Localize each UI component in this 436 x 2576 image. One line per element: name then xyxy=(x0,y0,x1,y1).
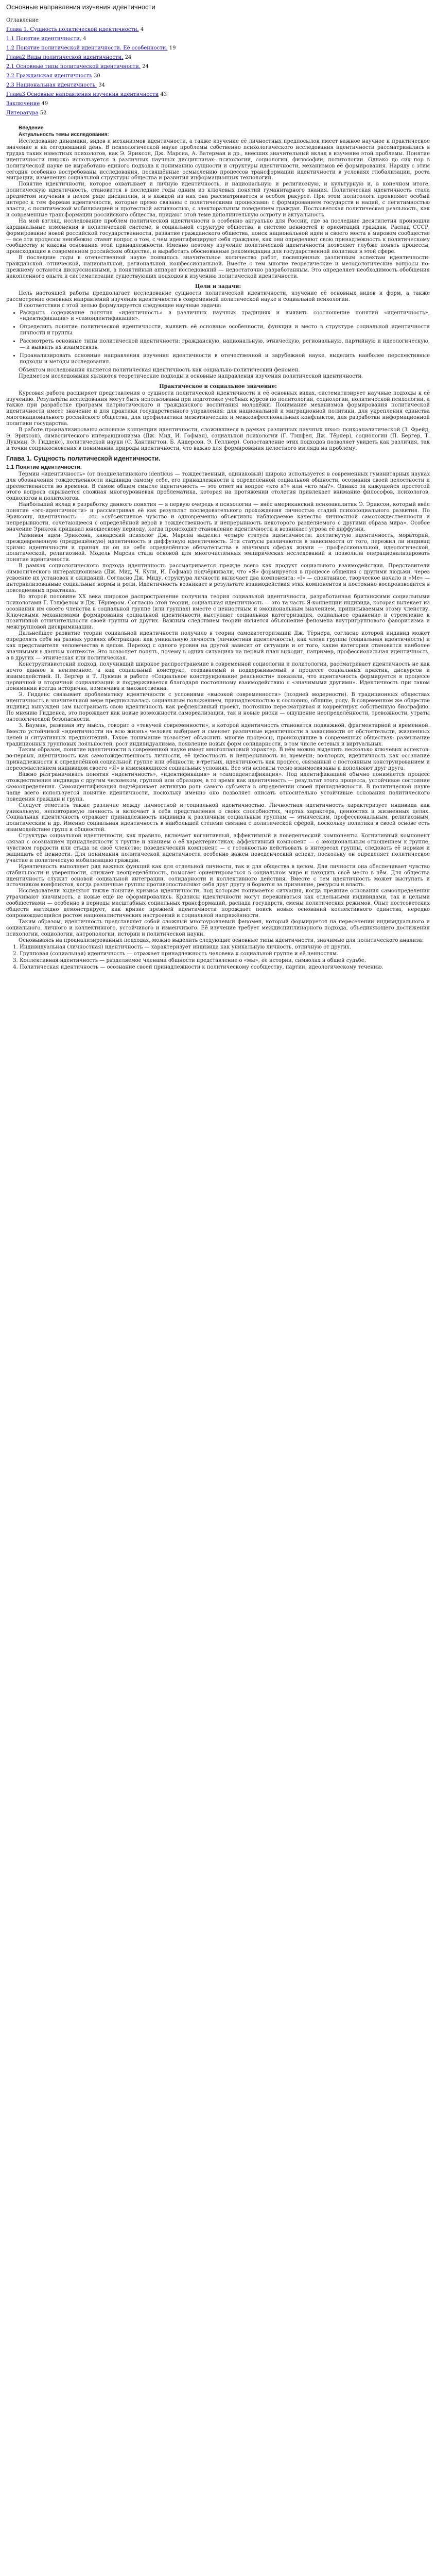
tasks-intro: В соответствии с этой целью формулируется следующие научные задачи: xyxy=(19,302,222,309)
body-paragraph: Важно разграничивать понятия «идентичность», «идентификация» и «самоидентификация». Под идентификацией обычно понимается процесс отождествления индивида с другим человеком, группой или образцом, в то время как идентичность — результат этого процесса, устойчивое состояние самоопределения. Самоидентификация подчёркивает активную роль самого субъекта в определении своей принадлежности. В политической науке чаще всего используется понятие идентичности, поскольку именно оно позволяет описать относительно устойчивые основания политического поведения граждан и групп. xyxy=(6,772,430,802)
body-paragraph: В последние годы в отечественной науке появилось значительное количество работ, посвящённых различным аспектам идентичности: гражданской, этнической, национальной, региональной, конфессиональной. Вместе с тем многие теоретические и методологические вопросы по-прежнему остаются дискуссионными, а понятийный аппарат исследований — недостаточно разработанным. Это определяет необходимость обобщения накопленного опыта и систематизации существующих подходов к изучению политической идентичности. xyxy=(6,255,430,279)
body-paragraph: На мой взгляд, исследование проблем политической идентичности в особенно актуально для России, где за последние десятилетия произошли кардинальные изменения в политической системе, в социальной структуре общества, в системе ценностей и ориентаций граждан. Распад СССР, формирование новой российской государственности, развитие гражданского общества, поиск национальной идеи и своего места в мировом сообществе — все эти процессы неизбежно ставят вопрос о том, с чем идентифицируют себя граждане, как они определяют свою принадлежность к политическому сообществу и каковы основания этой принадлежности. Именно поэтому изучение политической идентичности позволяет глубже понять процессы, происходящие в современном российском обществе, и выработать обоснованные рекомендации для государственной политики в этой сфере. xyxy=(6,218,430,255)
toc-item xyxy=(6,109,430,118)
intro-heading: Введение xyxy=(19,125,44,131)
type-item: 1. Индивидуальная (личностная) идентичность — характеризует индивида как уникальную личность, отличную от других. xyxy=(20,944,430,951)
type-item: 3. Коллективная идентичность — разделяемое членами общности представление о «мы», её истории, символах и общей судьбе. xyxy=(20,958,430,964)
type-item: 2. Групповая (социальная) идентичность — отражает принадлежность человека к социальной группе и её ценностям. xyxy=(20,951,430,957)
toc-page-number: 19 xyxy=(169,45,176,51)
toc-link[interactable]: Глава2 Виды политической идентичности. xyxy=(6,55,124,60)
toc-item xyxy=(6,25,430,35)
toc-link[interactable]: Глава3 Основные направления изучения идентичности xyxy=(6,92,159,97)
toc-item xyxy=(6,35,430,44)
body-paragraph: Э. Гидденс связывает проблематику идентичности с условиями «высокой современности» (поздней модерности). В традиционных обществах идентичность в значительной мере предписывалась социальным положением, принадлежностью к сословию, общине, роду. В современном же обществе индивид вынужден сам выстраивать свою идентичность как рефлексивный проект, постоянно пересматривая и корректируя собственную биографию. По мнению Гидденса, это порождает как новые возможности самореализации, так и новые риски — ощущение неопределённости, тревожности, утраты онтологической безопасности. xyxy=(6,692,430,722)
page-title: Основные направления изучения идентичности xyxy=(6,3,155,11)
body-paragraph: Развивая идеи Эриксона, канадский психолог Дж. Марсиа выделил четыре статуса идентичности: достигнутую идентичность, мораторий, преждевременную (предрешённую) идентичность и диффузную идентичность. Эти статусы различаются в зависимости от того, пережил ли индивид кризис идентичности и принял ли он на себя определённые обязательства в значимых сферах жизни — профессиональной, идеологической, политической, религиозной. Модель Марсиа стала основой для многочисленных эмпирических исследований и позволила операционализировать понятие идентичности. xyxy=(6,532,430,563)
toc-item xyxy=(6,53,430,62)
types-list xyxy=(6,944,430,971)
toc-list xyxy=(6,25,430,118)
goals-paragraph: Цель настоящей работы предполагает исследование сущности политической идентичности, изучение её основных видов и форм, а также рассмотрение основных направлений изучения идентичности в современной политической науке и социальной психологии. xyxy=(6,290,430,302)
goals-heading: Цели и задачи: xyxy=(195,283,241,290)
toc-item xyxy=(6,90,430,99)
section-1-1-title: 1.1 Понятие идентичности. xyxy=(6,464,82,470)
body-paragraph: З. Бауман, развивая эту мысль, говорит о «текучей современности», в которой идентичность становится подвижной, фрагментарной и временной. Вместо устойчивой «идентичности на всю жизнь» человек выбирает и сменяет различные идентичности в зависимости от обстоятельств, жизненных целей и ситуативных предпочтений. Такое понимание позволяет объяснить многие процессы, происходящие в современных обществах: размывание традиционных групповых лояльностей, рост индивидуализма, появление новых форм солидарности, в том числе сетевых и виртуальных. xyxy=(6,722,430,747)
toc-link[interactable]: Глава 1. Сущность политической идентичности. xyxy=(6,27,139,32)
body-paragraph: Таким образом, понятие идентичности в современной науке имеет многоплановый характер. В нём можно выделить несколько ключевых аспектов: во-первых, идентичность как самотождественность личности, её целостность и непрерывность во времени; во-вторых, идентичность как осознание принадлежности к определённой социальной группе или общности; в-третьих, идентичность как процесс, связанный с постоянным конструированием и переосмыслением индивидом своего «Я» в изменяющихся социальных условиях. Все эти аспекты тесно взаимосвязаны и дополняют друг друга. xyxy=(6,747,430,772)
task-item: • Определить понятие политической идентичности, выявить её основные особенности, функции и место в структуре социальной идентичности личности и группы. xyxy=(20,324,430,336)
toc-item xyxy=(6,62,430,72)
tasks-list xyxy=(6,310,430,365)
body-paragraph: Понятие идентичности, которое охватывает и личную идентичность, и национальную и религиозную, и культурную и, в конечном итоге, политическую идентичность, становится в последние годы одним из ключевых понятий гуманитарного знания. Политическая идентичность стала предметом изучения в целом ряде дисциплин, и в каждой из них она рассматривается в особом ракурсе. При этом политологи проявляют особый интерес к тем формам идентичности, которые прямо связаны с политическими процессами: с формированием государств и наций, с легитимностью власти, с политической мобилизацией и протестной активностью, с электоральным поведением граждан. Постсоветская политическая реальность, как и современные трансформации российского общества, придают этой теме дополнительную остроту и актуальность. xyxy=(6,181,430,218)
toc-link[interactable]: 1.2 Понятие политической идентичности. Её особенности. xyxy=(6,45,168,51)
object-paragraph: Объектом исследования является политическая идентичность как социально-политический феномен. xyxy=(19,367,300,373)
toc-page-number: 49 xyxy=(41,101,48,107)
body-paragraph: Исследователи выделяют также понятие кризиса идентичности, под которым понимается ситуация, когда прежние основания самоопределения утрачивают значимость, а новые ещё не сформировались. Кризисы идентичности могут переживаться как отдельными индивидами, так и целыми сообществами — особенно в периоды масштабных социальных трансформаций, распада государств, смены политических режимов. Опыт постсоветских обществ наглядно демонстрирует, как кризис прежней идентичности порождает поиск новых оснований коллективного единства, нередко сопровождающийся ростом националистических настроений и социальной напряжённости. xyxy=(6,888,430,919)
body-paragraph: В работе проанализированы основные концепции идентичности, сложившиеся в рамках различных научных школ: психоаналитической (З. Фрейд, Э. Эриксон), символического интеракционизма (Дж. Мид, И. Гофман), социальной психологии (Г. Тэшфел, Дж. Тёрнер), социологии (П. Бергер, Т. Лукман, Э. Гидденс), политической науки (С. Хантингтон, Б. Андерсон, Э. Геллнер). Сопоставление этих подходов позволяет увидеть как различия, так и точки соприкосновения в понимании природы идентичности, что важно для формирования целостного взгляда на проблему. xyxy=(6,427,430,451)
toc-page-number: 4 xyxy=(140,27,144,32)
table-of-contents xyxy=(6,16,430,118)
significance-heading: Практическое и социальное значение: xyxy=(159,383,277,389)
body-paragraph: Термин «идентичность» (от позднелатинского identicus — тождественный, одинаковый) широко используется в современных гуманитарных науках для обозначения тождественности индивида самому себе, его принадлежности к определённой социальной общности, осознания своей целостности и преемственности во времени. В самом общем смысле идентичность — это ответ на вопрос «кто я?» или «кто мы?». Однако за кажущейся простотой этого вопроса скрывается сложная многоуровневая проблематика, которая на протяжении столетия привлекает внимание философов, психологов, социологов и политологов. xyxy=(6,471,430,502)
body-paragraph: Курсовая работа расширяет представления о сущности политической идентичности и её основных видах, систематизирует научные подходы к её изучению. Результаты исследования могут быть использованы при подготовке учебных курсов по политологии, социологии, политической психологии, а также при разработке программ патриотического и гражданского воспитания молодёжи. Понимание механизмов формирования политической идентичности имеет значение и для практики государственного управления: для национальной и миграционной политики, для укрепления единства многонационального российского общества, для профилактики межэтнических и межконфессиональных конфликтов, для разработки информационной политики государства. xyxy=(6,390,430,427)
toc-item xyxy=(6,72,430,81)
actuality-heading: Актуальность темы исследования: xyxy=(19,132,109,138)
significance-body xyxy=(6,391,430,452)
body-paragraph: Дальнейшее развитие теории социальной идентичности получило в теории самокатегоризации Дж. Тёрнера, согласно которой индивид может определять себя на разных уровнях абстракции: как уникальную личность (личностная идентичность), как члена группы (социальная идентичность) и как представителя человечества в целом. Переход с одного уровня на другой зависит от ситуации и от того, какие категории становятся наиболее значимыми в данном контексте. Это позволяет понять, почему в одних ситуациях на первый план выходит, например, профессиональная идентичность, а в других — этническая или политическая. xyxy=(6,631,430,661)
toc-item xyxy=(6,44,430,53)
subject-paragraph: Предметом исследования являются теоретические подходы и основные направления изучения политической идентичности. xyxy=(19,373,363,379)
toc-link[interactable]: 2.3 Национальная идентичность. xyxy=(6,82,97,88)
body-paragraph: Исследование динамики, видов и механизмов идентичности, а также изучение её личностных предпосылок имеет важное научное и практическое значение и на сегодняшний день. В психологической науке проблемы собственно психологического исследования идентичности рассматривались в трудах таких известных психологов, как Э. Эриксон, Дж. Марсиа, А. Ватерман и др., внесших значительный вклад в изучение этой проблемы. Понятие идентичности широко используется в различных научных дисциплинах: психологии, социологии, философии, политологии. Однако до сих пор в политической науке не выработано единого подхода к пониманию сущности и структуры идентичности, механизмов её формирования. Наряду с этим сегодня особенно востребованы исследования, посвящённые осмыслению процессов трансформации идентичности в условиях глобализации, роста миграции, изменения социальной структуры общества и развития информационных технологий. xyxy=(6,139,430,181)
type-item: 4. Политическая идентичность — осознание своей принадлежности к политическому сообществу, партии, идеологическому течению. xyxy=(20,964,430,971)
body-paragraph: В рамках социологического подхода идентичность рассматривается прежде всего как продукт социального взаимодействия. Представители символического интеракционизма (Дж. Мид, Ч. Кули, И. Гофман) подчёркивали, что «Я» формируется в процессе общения с другими людьми, через усвоение их установок и ожиданий. Согласно Дж. Миду, структура личности включает два компонента: «I» — спонтанное, творческое начало и «Me» — интернализованные социальные нормы и роли. Идентичность возникает в результате взаимодействия этих компонентов и постоянно воспроизводится в повседневных практиках. xyxy=(6,563,430,594)
toc-item xyxy=(6,81,430,90)
body-paragraph: Наибольший вклад в разработку данного понятия — в первую очередь в психологии — внёс американский психоаналитик Э. Эриксон, который ввёл понятие «эго-идентичности» и рассматривал её как результат последовательного прохождения личностью стадий психосоциального развития. По Эриксону, идентичность — это «субъективное чувство и одновременно объективно наблюдаемое качество личностной самотождественности и непрерывности, сочетающееся с определённой верой в тождественность и непрерывность некоторого разделяемого с другими образа мира». Особое значение Эриксон придавал юношескому периоду, когда происходит становление идентичности и возникает угроза её диффузии. xyxy=(6,502,430,532)
toc-link[interactable]: Заключение xyxy=(6,101,40,107)
body-paragraph: Конструктивистский подход, получивший широкое распространение в современной социологии и политологии, рассматривает идентичность не как нечто данное и неизменное, а как социальный конструкт, создаваемый и поддерживаемый в процессе социальных практик, дискурсов и взаимодействий. П. Бергер и Т. Лукман в работе «Социальное конструирование реальности» показали, что идентичность формируется в процессе первичной и вторичной социализации и поддерживается благодаря постоянному взаимодействию с «значимыми другими». Идентичность при таком понимании всегда исторична, изменчива и множественна. xyxy=(6,661,430,692)
toc-item xyxy=(6,99,430,109)
toc-page-number: 24 xyxy=(125,55,132,60)
chapter-1-title: Глава 1. Сущность политической идентичности. xyxy=(6,454,161,462)
toc-heading: Оглавление xyxy=(6,18,39,23)
document-page xyxy=(0,0,436,977)
task-item: • Проанализировать основные направления изучения идентичности в отечественной и зарубежной науке, выделить наиболее перспективные подходы и методы исследования. xyxy=(20,353,430,365)
intro-body xyxy=(6,139,430,280)
task-item: • Раскрыть содержание понятия «идентичность» в различных научных традициях и выявить соотношение понятий «идентичность», «идентификация» и «самоидентификация». xyxy=(20,310,430,323)
task-item: • Рассмотреть основные типы политической идентичности: гражданскую, национальную, этническую, региональную, партийную и идеологическую, — и выявить их взаимосвязь. xyxy=(20,338,430,351)
chapter-1-body xyxy=(6,471,430,938)
toc-page-number: 30 xyxy=(94,73,100,79)
body-paragraph: Во второй половине XX века широкое распространение получила теория социальной идентичности, разработанная британскими социальными психологами Г. Тэшфелом и Дж. Тёрнером. Согласно этой теории, социальная идентичность — это та часть Я-концепции индивида, которая вытекает из осознания им своего членства в социальной группе (или группах) вместе с ценностным и эмоциональным значением, приписываемым этому членству. Ключевыми механизмами формирования социальной идентичности выступают социальная категоризация, социальное сравнение и стремление к позитивной отличительности своей группы от других. Важным следствием теории является объяснение феномена внутригруппового фаворитизма и межгрупповой дискриминации. xyxy=(6,594,430,631)
toc-page-number: 52 xyxy=(40,110,47,116)
toc-link[interactable]: Литература xyxy=(6,110,39,116)
toc-link[interactable]: 2.2 Гражданская идентичность xyxy=(6,73,92,79)
toc-page-number: 43 xyxy=(160,92,167,97)
body-paragraph: Идентичность выполняет ряд важных функций как для отдельной личности, так и для общества в целом. Для личности она обеспечивает чувство стабильности и уверенности, снижает неопределённость, помогает ориентироваться в социальном мире и находить своё место в нём. Для общества идентичность служит основой социальной интеграции, солидарности и коллективного действия. Вместе с тем идентичность может выступать и источником конфликтов, когда различные группы противопоставляют себя друг другу и борются за признание, ресурсы и власть. xyxy=(6,863,430,888)
types-intro: Основываясь на проанализированных подходах, можно выделить следующие основные типы идентичности, значимые для политического анализа: xyxy=(19,937,424,943)
toc-link[interactable]: 1.1 Понятие идентичности. xyxy=(6,36,81,42)
body-paragraph: Следует отметить также различие между личностной и социальной идентичностью. Личностная идентичность характеризует индивида как уникальную, неповторимую личность и включает в себя представления о своих способностях, чертах характера, ценностях и жизненных целях. Социальная идентичность отражает принадлежность индивида к различным социальным группам — этническим, профессиональным, религиозным, политическим и др. Именно социальная идентичность в наибольшей степени связана с политической сферой, поскольку политика в своей основе есть взаимодействие групп и общностей. xyxy=(6,802,430,833)
toc-page-number: 4 xyxy=(83,36,86,42)
body-paragraph: Таким образом, идентичность представляет собой сложный многоуровневый феномен, который формируется на пересечении индивидуального и социального, личного и коллективного, устойчивого и изменчивого. Её изучение требует междисциплинарного подхода, объединяющего достижения психологии, социологии, антропологии, истории и политической науки. xyxy=(6,919,430,937)
toc-page-number: 34 xyxy=(98,82,105,88)
toc-page-number: 24 xyxy=(142,64,149,70)
body-paragraph: Структура социальной идентичности, как правило, включает когнитивный, аффективный и поведенческий компоненты. Когнитивный компонент связан с осознанием принадлежности к группе и знанием о её характеристиках; аффективный компонент — с эмоциональным отношением к группе, чувством гордости или стыда за своё членство; поведенческий компонент — с готовностью действовать в интересах группы, следовать её нормам и защищать её ценности. Для понимания политической идентичности особенно важен поведенческий аспект, поскольку он определяет политическое участие и политическую мобилизацию граждан. xyxy=(6,833,430,863)
toc-link[interactable]: 2.1 Основные типы политической идентичности. xyxy=(6,64,141,70)
